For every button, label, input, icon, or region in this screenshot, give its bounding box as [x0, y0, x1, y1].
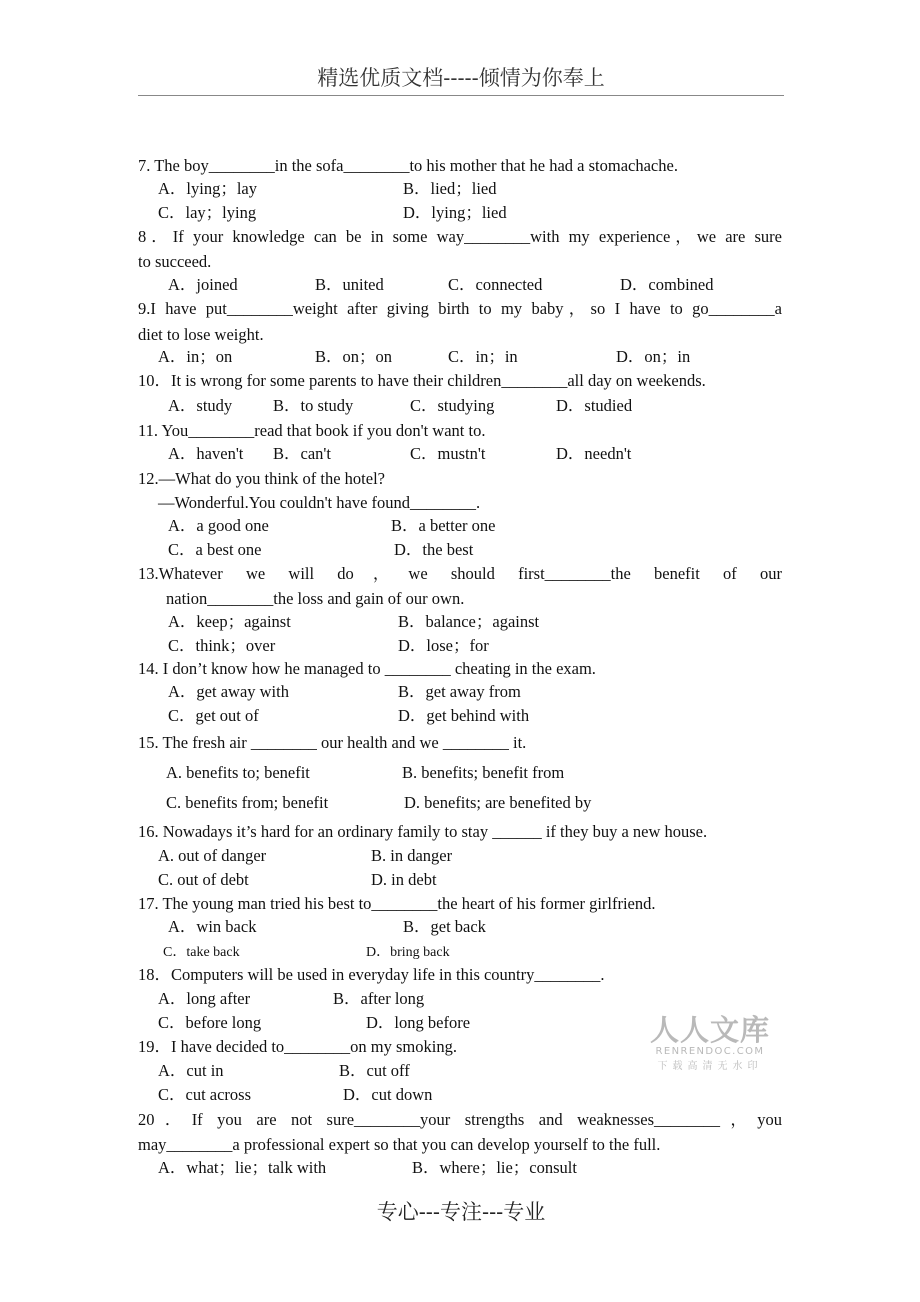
q12-option-c: C．a best one	[168, 540, 262, 559]
q8-stem-line2: to succeed.	[138, 252, 212, 271]
q7-option-b: B．lied；lied	[403, 179, 497, 198]
q9-stem-line2: diet to lose weight.	[138, 325, 264, 344]
q15-option-d: D. benefits; are benefited by	[404, 793, 592, 812]
q17-option-c: C．take back	[163, 945, 240, 960]
q14-option-d: D．get behind with	[398, 706, 530, 725]
watermark-site: RENRENDOC.COM	[655, 1046, 765, 1057]
watermark-title: 人人文库	[649, 1013, 770, 1047]
q11-option-c: C．mustn't	[410, 444, 486, 463]
q9-option-d: D．on；in	[616, 347, 691, 366]
q13-stem-line1: 13.Whatever we will do，we should first________the benefit of our	[138, 564, 782, 583]
q19-stem: 19．I have decided to________on my smoking.	[138, 1037, 457, 1056]
q16-option-b: B. in danger	[371, 846, 453, 865]
q7-stem: 7. The boy________in the sofa________to his mother that he had a stomachache.	[138, 156, 678, 175]
q16-option-d: D. in debt	[371, 870, 437, 889]
q9-option-a: A．in；on	[158, 347, 233, 366]
q14-option-b: B．get away from	[398, 682, 521, 701]
q17-stem: 17. The young man tried his best to________the heart of his former girlfriend.	[138, 894, 656, 913]
q18-option-c: C．before long	[158, 1013, 262, 1032]
q8-option-a: A．joined	[168, 275, 238, 294]
q11-option-a: A．haven't	[168, 444, 244, 463]
q9-option-c: C．in；in	[448, 347, 518, 366]
q10-option-c: C．studying	[410, 396, 495, 415]
q12-stem-line2: —Wonderful.You couldn't have found________.	[158, 493, 481, 512]
q18-option-b: B．after long	[333, 989, 425, 1008]
q20-option-b: B．where；lie；consult	[412, 1158, 577, 1177]
q9-option-b: B．on；on	[315, 347, 393, 366]
q11-option-b: B．can't	[273, 444, 331, 463]
q16-stem: 16. Nowadays it’s hard for an ordinary family to stay ______ if they buy a new house.	[138, 822, 708, 841]
q19-option-d: D．cut down	[343, 1085, 433, 1104]
q13-stem-line2: nation________the loss and gain of our own.	[166, 589, 465, 608]
q20-stem-line2: may________a professional expert so that you can develop yourself to the full.	[138, 1135, 661, 1154]
q8-option-d: D．combined	[620, 275, 714, 294]
q7-option-a: A．lying；lay	[158, 179, 257, 198]
q15-option-b: B. benefits; benefit from	[402, 763, 565, 782]
q8-option-c: C．connected	[448, 275, 543, 294]
q18-option-a: A．long after	[158, 989, 251, 1008]
page-footer: 专心---专注---专业	[376, 1200, 546, 1224]
q13-option-c: C．think；over	[168, 636, 276, 655]
q8-option-b: B．united	[315, 275, 384, 294]
watermark-tagline: 下载高清无水印	[657, 1061, 763, 1072]
q17-option-a: A．win back	[168, 917, 257, 936]
q10-option-b: B．to study	[273, 396, 354, 415]
q10-option-d: D．studied	[556, 396, 633, 415]
q8-stem-line1: 8．If your knowledge can be in some way________with my experience，we are sure	[138, 227, 782, 246]
q13-option-d: D．lose；for	[398, 636, 489, 655]
q14-option-a: A．get away with	[168, 682, 289, 701]
q12-option-d: D．the best	[394, 540, 474, 559]
q11-stem: 11. You________read that book if you don't want to.	[138, 421, 486, 440]
q15-option-a: A. benefits to; benefit	[166, 763, 310, 782]
q15-stem: 15. The fresh air ________ our health and we ________ it.	[138, 733, 527, 752]
q14-stem: 14. I don’t know how he managed to ________ cheating in the exam.	[138, 659, 596, 678]
q17-option-d: D．bring back	[366, 945, 450, 960]
q11-option-d: D．needn't	[556, 444, 632, 463]
q12-option-a: A．a good one	[168, 516, 269, 535]
q20-stem-line1: 20．If you are not sure________your strengths and weaknesses________，you	[138, 1110, 782, 1129]
watermark-logo	[644, 1014, 776, 1074]
q10-stem: 10．It is wrong for some parents to have their children________all day on weekends.	[138, 371, 706, 390]
q10-option-a: A．study	[168, 396, 233, 415]
q13-option-a: A．keep；against	[168, 612, 291, 631]
q19-option-c: C．cut across	[158, 1085, 252, 1104]
q17-option-b: B．get back	[403, 917, 486, 936]
q16-option-c: C. out of debt	[158, 870, 249, 889]
header-divider	[138, 95, 784, 96]
q15-option-c: C. benefits from; benefit	[166, 793, 329, 812]
q14-option-c: C．get out of	[168, 706, 259, 725]
q9-stem-line1: 9.I have put________weight after giving birth to my baby，so I have to go________a	[138, 299, 782, 318]
q12-stem-line1: 12.—What do you think of the hotel?	[138, 469, 385, 488]
q19-option-b: B．cut off	[339, 1061, 410, 1080]
q12-option-b: B．a better one	[391, 516, 496, 535]
q20-option-a: A．what；lie；talk with	[158, 1158, 327, 1177]
page-header: 精选优质文档-----倾情为你奉上	[317, 66, 605, 90]
q7-option-d: D．lying；lied	[403, 203, 507, 222]
q18-option-d: D．long before	[366, 1013, 471, 1032]
q18-stem: 18．Computers will be used in everyday life in this country________.	[138, 965, 605, 984]
q16-option-a: A. out of danger	[158, 846, 267, 865]
q7-option-c: C．lay；lying	[158, 203, 257, 222]
q13-option-b: B．balance；against	[398, 612, 540, 631]
q19-option-a: A．cut in	[158, 1061, 224, 1080]
